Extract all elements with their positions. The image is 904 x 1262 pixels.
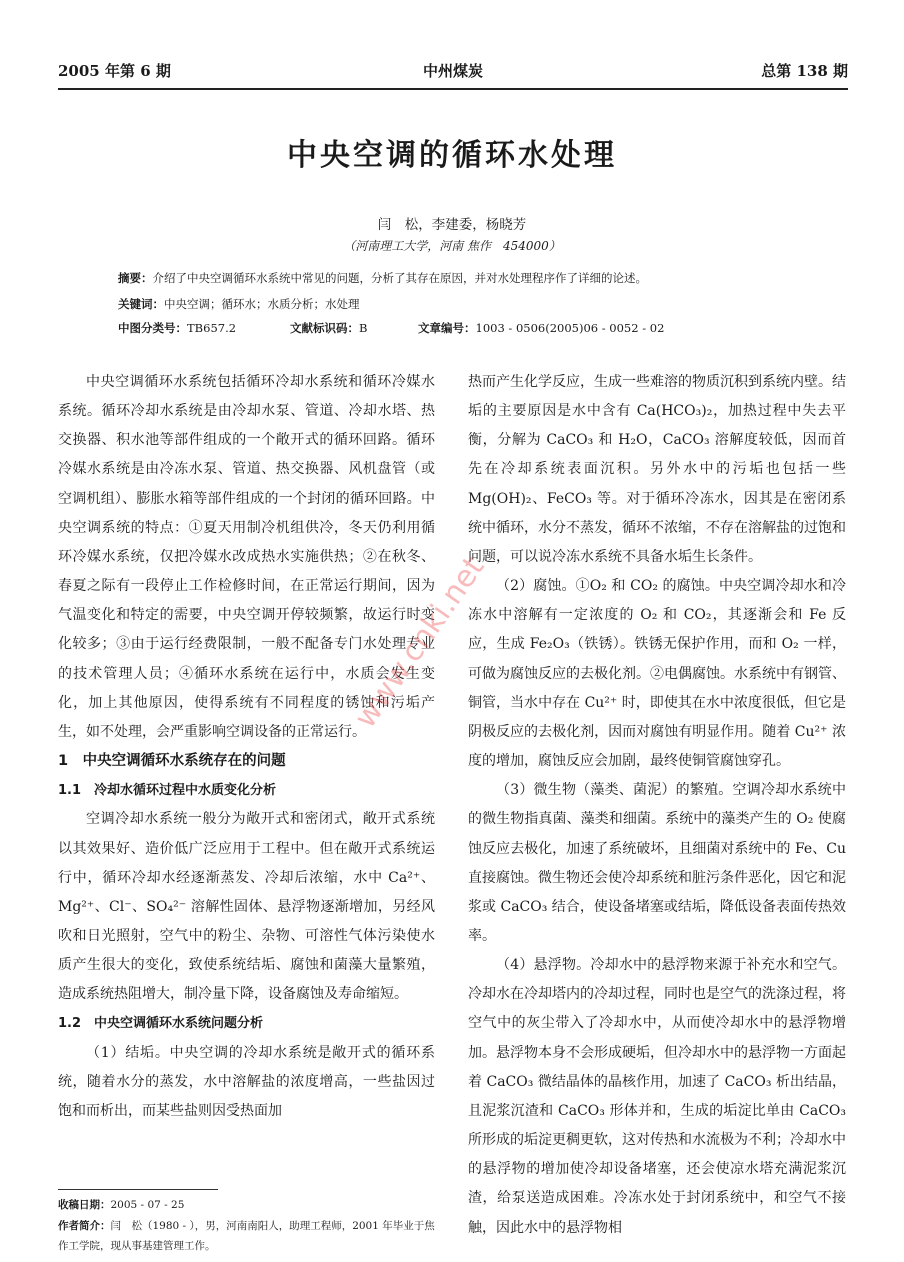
received-value: 2005 - 07 - 25 xyxy=(110,1199,185,1211)
article-number-value: 1003 - 0506(2005)06 - 0052 - 02 xyxy=(475,321,665,335)
article-number-label: 文章编号： xyxy=(418,321,476,335)
abstract-label: 摘要： xyxy=(118,271,153,285)
paragraph-microbes: （3）微生物（藻类、菌泥）的繁殖。空调冷却水系统中的微生物指真菌、藻类和细菌。系统中的藻类产生的 O₂ 使腐蚀反应去极化，加速了系统破坏，且细菌对系统中的 Fe、Cu 直接腐蚀。微生物还会使冷却系统和脏污条件恶化，因它和泥浆或 CaCO₃ 结合，使设备堵塞或结垢，降低设备表面传热效率。 xyxy=(468,782,846,944)
clc-value: TB657.2 xyxy=(187,321,237,335)
author-list: 闫 松，李建委，杨晓芳 xyxy=(377,217,527,233)
keywords-label: 关键词： xyxy=(118,297,164,311)
affiliation: （河南理工大学，河南 焦作 454000） xyxy=(343,239,561,253)
right-column xyxy=(468,368,846,1243)
keywords xyxy=(118,296,360,312)
paragraph-corrosion: （2）腐蚀。①O₂ 和 CO₂ 的腐蚀。中央空调冷却水和冷冻水中溶解有一定浓度的 O₂ 和 CO₂，其逐渐会和 Fe 反应，生成 Fe₂O₃（铁锈）。铁锈无保护作用，而和 O₂ 一样，可做为腐蚀反应的去极化剂。②电偶腐蚀。水系统中有钢管、铜管，当水中存在 Cu²⁺ 时，即使其在水中浓度很低，但它是阴极反应的去极化剂，因而对腐蚀有明显作用。随着 Cu²⁺ 浓度的增加，腐蚀反应会加剧，最终使铜管腐蚀穿孔。 xyxy=(468,578,846,770)
author-bio-text: 闫 松（1980 - ），男，河南南阳人，助理工程师，2001 年毕业于焦作工学院，现从事基建管理工作。 xyxy=(58,1220,435,1252)
doc-code-label: 文献标识码： xyxy=(290,321,359,335)
intro-paragraph: 中央空调循环水系统包括循环冷却水系统和循环冷媒水系统。循环冷却水系统是由冷却水泵、管道、冷却水塔、热交换器、积水池等部件组成的一个敞开式的循环回路。循环冷媒水系统是由冷冻水泵、管道、热交换器、风机盘管（或空调机组）、膨胀水箱等部件组成的一个封闭的循环回路。中央空调系统的特点：①夏天用制冷机组供冷，冬天仍利用循环冷媒水系统，仅把冷媒水改成热水实施供热；②在秋冬、春夏之际有一段停止工作检修时间，在正常运行期间，因为气温变化和特定的需要，中央空调开停较频繁，故运行时变化较多；③由于运行经费限制，一般不配备专门水处理专业的技术管理人员；④循环水系统在运行中，水质会发生变化，加上其他原因，使得系统有不同程度的锈蚀和污垢产生，如不处理，会严重影响空调设备的正常运行。 xyxy=(58,374,435,740)
received-date xyxy=(58,1195,438,1215)
section-heading-1: 1 中央空调循环水系统存在的问题 xyxy=(58,753,286,770)
watermark-text xyxy=(347,540,540,740)
keywords-text: 中央空调；循环水；水质分析；水处理 xyxy=(164,297,360,311)
abstract-text: 介绍了中央空调循环水系统中常见的问题，分析了其存在原因，并对水处理程序作了详细的论述。 xyxy=(152,271,647,285)
journal-name: 中州煤炭 xyxy=(422,62,483,80)
paragraph-1-1: 空调冷却水系统一般分为敞开式和密闭式，敞开式系统以其效果好、造价低广泛应用于工程中。但在敞开式系统运行中，循环冷却水经逐渐蒸发、冷却后浓缩，水中 Ca²⁺、Mg²⁺、Cl⁻、SO₄²⁻ 溶解性固体、悬浮物逐渐增加，另经风吹和日光照射，空气中的粉尘、杂物、可溶性气体污染使水质产生很大的变化，致使系统结垢、腐蚀和菌藻大量繁殖，造成系统热阻增大，制冷量下降，设备腐蚀及寿命缩短。 xyxy=(58,811,435,1003)
svg-text:www.cnki.net: www.cnki.net xyxy=(347,550,492,735)
author-bio-label: 作者简介： xyxy=(58,1220,111,1232)
left-column xyxy=(58,368,435,1126)
total-issue-label: 总第 138 期 xyxy=(761,62,848,80)
subsection-heading-1-2: 1.2 中央空调循环水系统问题分析 xyxy=(58,1016,264,1032)
doc-code-value: B xyxy=(359,321,368,335)
clc-label: 中图分类号： xyxy=(118,321,187,335)
received-label: 收稿日期： xyxy=(58,1199,111,1211)
issue-label: 2005 年第 6 期 xyxy=(58,62,171,80)
running-header xyxy=(58,60,848,84)
paragraph-scaling-cont: 热而产生化学反应，生成一些难溶的物质沉积到系统内壁。结垢的主要原因是水中含有 Ca(HCO₃)₂，加热过程中失去平衡，分解为 CaCO₃ 和 H₂O，CaCO₃ 溶解度较低，因而首先在冷却系统表面沉积。另外水中的污垢也包括一些 Mg(OH)₂、FeCO₃ 等。对于循环冷冻水，因其是在密闭系统中循环，水分不蒸发，循环不浓缩，不存在溶解盐的过饱和问题，可以说冷冻水系统不具备水垢生长条件。 xyxy=(468,374,846,565)
paragraph-scaling: （1）结垢。中央空调的冷却水系统是敞开式的循环系统，随着水分的蒸发，水中溶解盐的浓度增高，一些盐因过饱和而析出，而某些盐则因受热面加 xyxy=(58,1044,435,1119)
classification-line xyxy=(118,320,664,336)
header-rule xyxy=(58,88,848,90)
article-title: 中央空调的循环水处理 xyxy=(287,138,617,173)
abstract xyxy=(118,270,647,286)
author-bio xyxy=(58,1216,438,1256)
footnote-rule xyxy=(58,1189,218,1190)
subsection-heading-1-1: 1.1 冷却水循环过程中水质变化分析 xyxy=(58,783,277,799)
paragraph-suspended-solids: （4）悬浮物。冷却水中的悬浮物来源于补充水和空气。冷却水在冷却塔内的冷却过程，同时也是空气的洗涤过程，将空气中的灰尘带入了冷却水中，从而使冷却水中的悬浮物增加。悬浮物本身不会形成硬垢，但冷却水中的悬浮物一方面起着 CaCO₃ 微结晶体的晶核作用，加速了 CaCO₃ 析出结晶，且泥浆沉渣和 CaCO₃ 形体并和，生成的垢淀比单由 CaCO₃ 所形成的垢淀更稠更软，这对传热和水流极为不利；冷却水中的悬浮物的增加使冷却设备堵塞，还会使凉水塔充满泥浆沉渣，给泵送造成困难。冷冻水处于封闭系统中，和空气不接触，因此水中的悬浮物相 xyxy=(468,957,846,1236)
